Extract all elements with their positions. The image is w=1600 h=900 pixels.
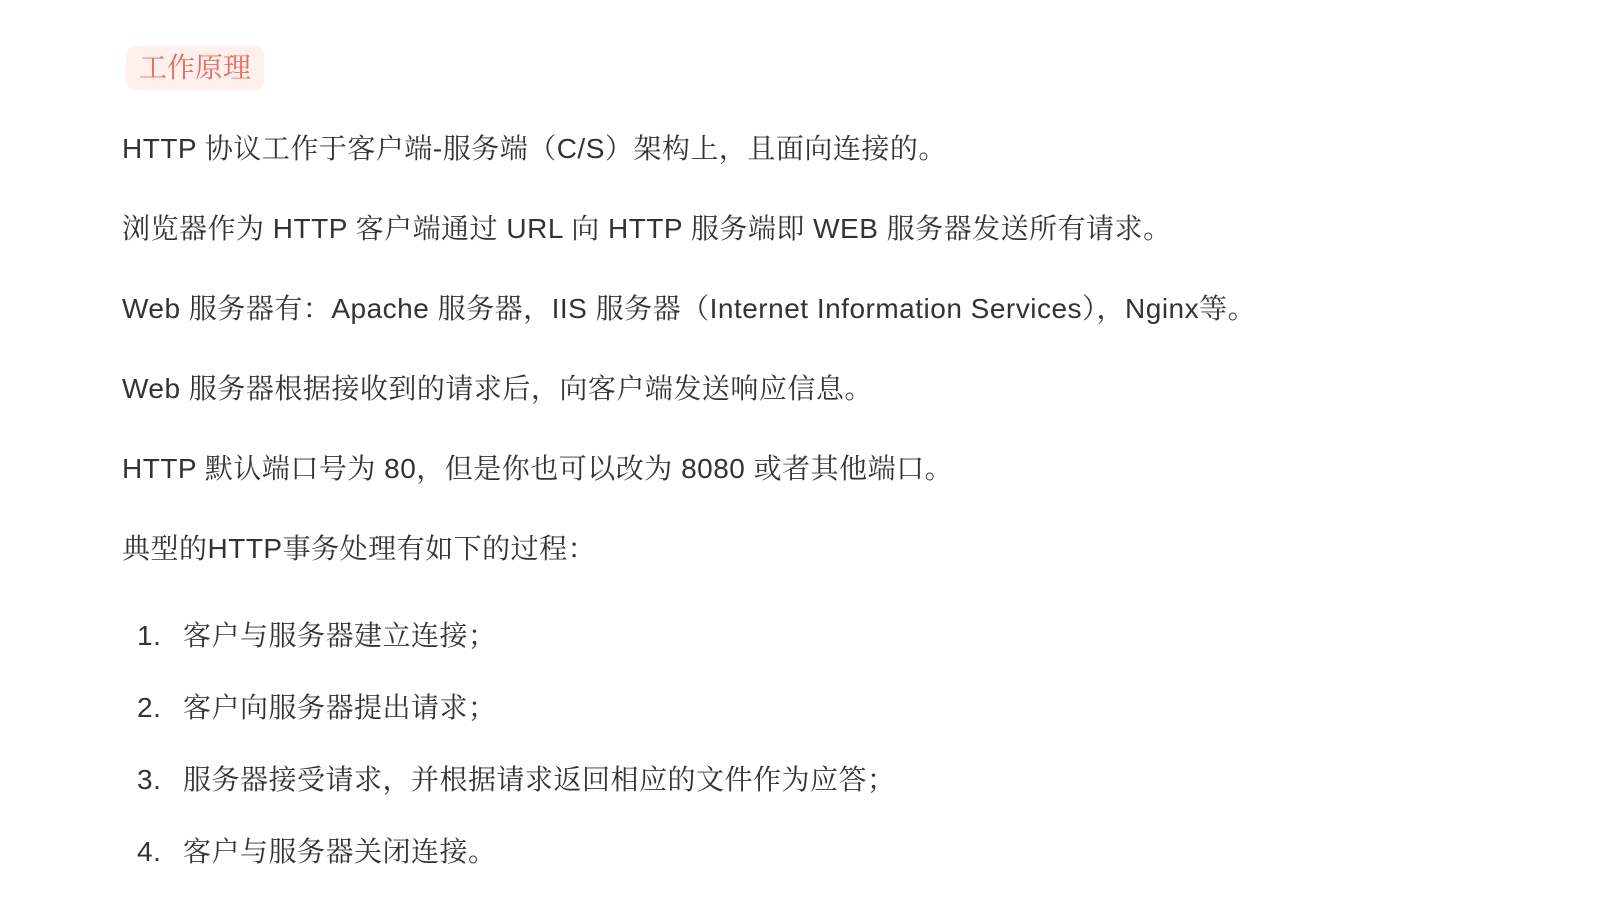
paragraph-http-cs: HTTP 协议工作于客户端-服务端（C/S）架构上，且面向连接的。 [122, 133, 947, 164]
paragraph-transaction-intro: 典型的HTTP事务处理有如下的过程： [122, 533, 597, 564]
paragraph-browser-client: 浏览器作为 HTTP 客户端通过 URL 向 HTTP 服务端即 WEB 服务器发送所有请求。 [122, 213, 1172, 244]
paragraph-web-servers: Web 服务器有：Apache 服务器，IIS 服务器（Internet Information Services），Nginx等。 [122, 293, 1257, 324]
process-step: 客户与服务器建立连接； [183, 620, 497, 651]
process-step: 客户与服务器关闭连接。 [183, 836, 497, 867]
paragraph-server-response: Web 服务器根据接收到的请求后，向客户端发送响应信息。 [122, 373, 873, 404]
section-badge: 工作原理 [126, 46, 264, 90]
process-step: 服务器接受请求，并根据请求返回相应的文件作为应答； [183, 764, 896, 795]
process-step: 客户向服务器提出请求； [183, 692, 497, 723]
paragraph-default-port: HTTP 默认端口号为 80，但是你也可以改为 8080 或者其他端口。 [122, 453, 954, 484]
process-list [122, 615, 1560, 873]
